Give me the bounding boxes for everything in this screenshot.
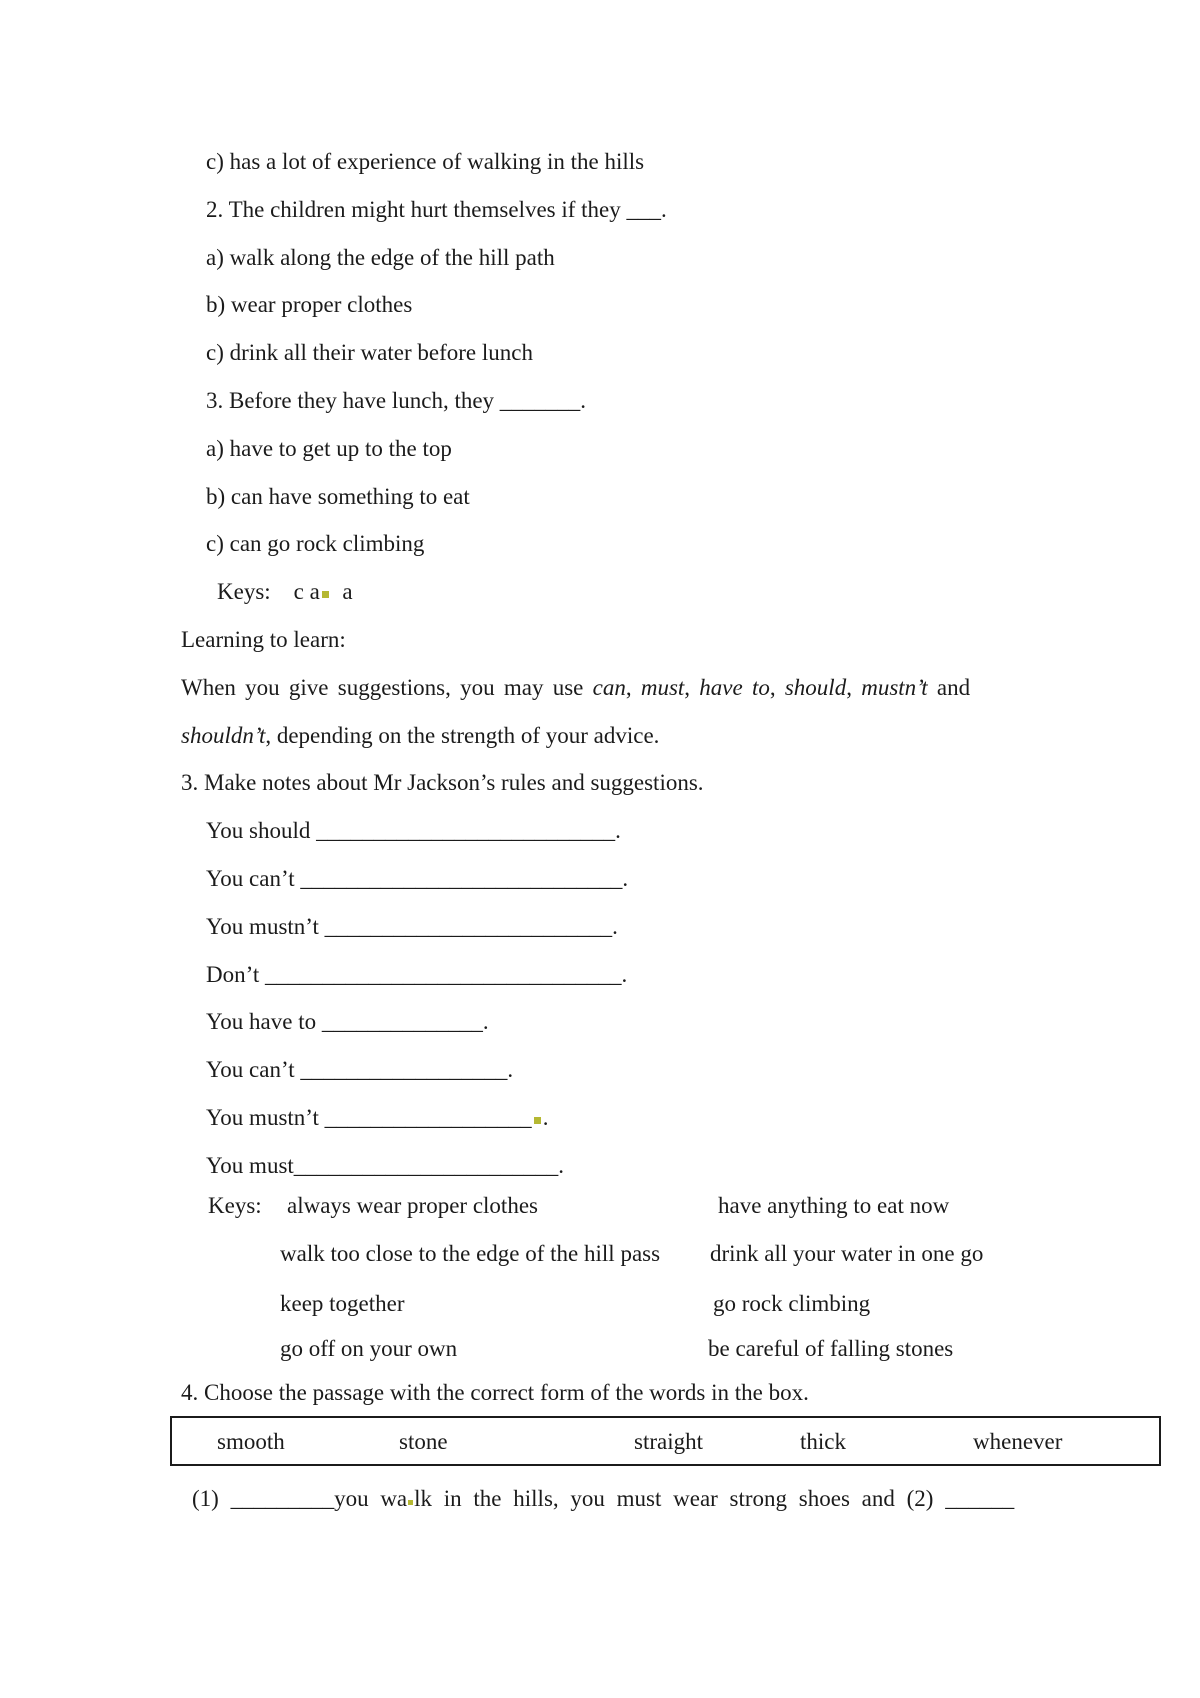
word-thick: thick bbox=[800, 1429, 846, 1454]
task3-key-right-2: drink all your water in one go bbox=[710, 1241, 984, 1266]
task3-keys-row-1 bbox=[0, 1189, 1200, 1223]
modal-should: should bbox=[784, 675, 847, 700]
modal-must: must bbox=[640, 675, 685, 700]
question-2-option-b: b) wear proper clothes bbox=[206, 292, 413, 317]
question-2-option-c: c) drink all their water before lunch bbox=[206, 340, 533, 365]
task3-key-left-2: walk too close to the edge of the hill pass bbox=[280, 1241, 661, 1266]
note-you-have-to: You have to ______________. bbox=[206, 1009, 489, 1034]
note-you-cant-1: You can’t ____________________________. bbox=[206, 866, 629, 891]
option-c-experience: c) has a lot of experience of walking in the hills bbox=[206, 149, 645, 174]
note-you-cant-2: You can’t __________________. bbox=[206, 1057, 514, 1082]
modal-can: can bbox=[592, 675, 626, 700]
word-smooth: smooth bbox=[217, 1429, 285, 1454]
note-you-mustnt-1: You mustn’t _________________________. bbox=[206, 914, 618, 939]
task3-keys-row-4 bbox=[0, 1332, 1200, 1366]
quiz-keys-text-2: a bbox=[330, 579, 353, 604]
task3-keys-label: Keys: bbox=[208, 1193, 262, 1218]
modal-have-to: have to bbox=[699, 675, 770, 700]
question-3-option-a: a) have to get up to the top bbox=[206, 436, 452, 461]
word-straight: straight bbox=[634, 1429, 703, 1454]
task4-passage-line: (1) _________you wa lk in the hills, you must wear strong shoes and (2) ______ bbox=[192, 1486, 1015, 1511]
yellow-mark-dot bbox=[408, 1500, 413, 1505]
quiz-keys-text: Keys: c a bbox=[217, 579, 320, 604]
quiz-keys-line bbox=[217, 575, 353, 609]
question-3: 3. Before they have lunch, they _______. bbox=[206, 388, 587, 413]
task4-title: 4. Choose the passage with the correct form of the words in the box. bbox=[181, 1380, 809, 1405]
modal-mustnt: mustn’t bbox=[861, 675, 928, 700]
note-dont: Don’t _______________________________. bbox=[206, 962, 628, 987]
note-you-must: You must_______________________. bbox=[206, 1153, 565, 1178]
question-3-option-c: c) can go rock climbing bbox=[206, 531, 425, 556]
learning-heading: Learning to learn: bbox=[181, 627, 346, 652]
question-3-option-b: b) can have something to eat bbox=[206, 484, 470, 509]
yellow-mark-dot bbox=[534, 1117, 541, 1124]
question-2-option-a: a) walk along the edge of the hill path bbox=[206, 245, 555, 270]
modal-shouldnt: shouldn’t bbox=[181, 723, 266, 748]
task3-keys-row-2 bbox=[0, 1237, 1200, 1271]
yellow-mark-dot bbox=[322, 591, 329, 598]
note-you-should: You should __________________________. bbox=[206, 818, 621, 843]
task3-key-left-3: keep together bbox=[280, 1291, 405, 1316]
learning-line-2: shouldn’t, depending on the strength of your advice. bbox=[181, 723, 660, 748]
task3-key-left-1: always wear proper clothes bbox=[287, 1193, 538, 1218]
learning-text: When you give suggestions, you may use bbox=[181, 675, 593, 700]
task3-keys-row-3 bbox=[0, 1287, 1200, 1321]
task3-key-right-1: have anything to eat now bbox=[718, 1193, 950, 1218]
question-2: 2. The children might hurt themselves if they ___. bbox=[206, 197, 667, 222]
task3-title: 3. Make notes about Mr Jackson’s rules and suggestions. bbox=[181, 770, 704, 795]
word-stone: stone bbox=[399, 1429, 448, 1454]
task3-key-right-4: be careful of falling stones bbox=[708, 1336, 954, 1361]
learning-line-1: When you give suggestions, you may use can, must, have to, should, mustn’t and bbox=[181, 675, 971, 700]
note-you-mustnt-2: You mustn’t __________________ . bbox=[206, 1105, 549, 1130]
word-bank-box bbox=[170, 1416, 1161, 1466]
word-whenever: whenever bbox=[973, 1429, 1063, 1454]
task3-key-left-4: go off on your own bbox=[280, 1336, 458, 1361]
task3-key-right-3: go rock climbing bbox=[713, 1291, 871, 1316]
